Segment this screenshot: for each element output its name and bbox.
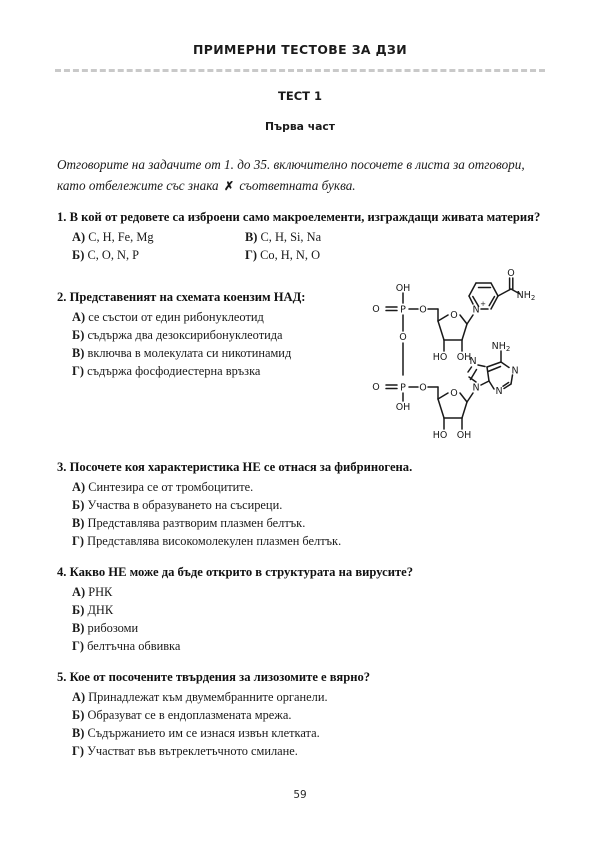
label-n: N bbox=[469, 356, 477, 367]
answer-text: Синтезира се от тромбоцитите. bbox=[88, 479, 254, 494]
answer-option[interactable] bbox=[72, 583, 557, 601]
instructions-line-2-after: съответната буква. bbox=[239, 178, 356, 193]
nad-structure-svg bbox=[368, 263, 558, 455]
answer-option[interactable] bbox=[72, 246, 245, 264]
answer-label: А) bbox=[72, 229, 86, 244]
nad-structure-figure bbox=[368, 263, 558, 455]
question-4-answers bbox=[57, 583, 557, 656]
answer-label: В) bbox=[72, 516, 85, 531]
question-3-answers bbox=[57, 478, 557, 551]
question-5-stem bbox=[57, 668, 557, 687]
question-3-stem bbox=[57, 458, 557, 477]
label-o: O bbox=[372, 382, 380, 393]
answer-option[interactable] bbox=[72, 308, 377, 326]
label-n: N bbox=[511, 365, 519, 377]
label-o: O bbox=[399, 332, 407, 343]
answer-option[interactable] bbox=[72, 724, 557, 742]
label-n: N bbox=[495, 386, 503, 397]
answer-text: Образуват се в ендоплазмената мрежа. bbox=[87, 707, 292, 722]
answer-option[interactable] bbox=[72, 601, 557, 619]
question-3-number: 3. bbox=[57, 460, 67, 474]
answer-text: Участва в образуването на съсиреци. bbox=[87, 497, 283, 512]
answer-option[interactable] bbox=[72, 326, 377, 344]
answer-option[interactable] bbox=[72, 706, 557, 724]
question-3-text: Посочете коя характеристика НЕ се отнася за фибриногена. bbox=[69, 460, 413, 474]
label-p: P bbox=[400, 382, 406, 394]
label-o: O bbox=[507, 268, 515, 279]
answer-label: А) bbox=[72, 309, 86, 324]
instructions-paragraph bbox=[57, 154, 549, 197]
answer-text: се състои от един рибонуклеотид bbox=[88, 309, 264, 324]
label-p: P bbox=[400, 304, 406, 316]
label-n: N bbox=[472, 304, 480, 316]
answer-label: Г) bbox=[245, 247, 258, 262]
answer-text: C, H, Fe, Mg bbox=[88, 229, 154, 244]
test-title: ТЕСТ 1 bbox=[278, 89, 322, 103]
answer-text: рибозоми bbox=[87, 621, 139, 636]
answer-text: Участват във вътреклетъчното смилане. bbox=[87, 744, 298, 759]
answer-label: В) bbox=[72, 621, 85, 636]
label-o: O bbox=[450, 388, 458, 399]
running-head: ПРИМЕРНИ ТЕСТОВЕ ЗА ДЗИ bbox=[192, 42, 408, 57]
instructions-line-1: Отговорите на задачите от 1. до 35. включително посочете в листа за bbox=[57, 157, 465, 172]
label-oh: OH bbox=[456, 430, 472, 441]
answer-label: Г) bbox=[72, 744, 85, 759]
question-5-number: 5. bbox=[57, 670, 67, 684]
answer-label: Б) bbox=[72, 327, 85, 342]
question-4-number: 4. bbox=[57, 565, 67, 579]
answer-label: А) bbox=[72, 689, 86, 704]
part-title: Първа част bbox=[264, 120, 336, 133]
label-o: O bbox=[450, 310, 458, 321]
question-3 bbox=[57, 458, 557, 551]
question-1-text: В кой от редовете са изброени само макроелементи, изграждащи живата материя? bbox=[69, 210, 541, 224]
answer-option[interactable] bbox=[72, 344, 377, 362]
label-ho: HO bbox=[432, 430, 448, 441]
question-1 bbox=[57, 208, 557, 264]
label-o: O bbox=[372, 304, 380, 315]
answer-option[interactable] bbox=[72, 688, 557, 706]
answer-text: C, H, Si, Na bbox=[260, 229, 322, 244]
answer-label: А) bbox=[72, 479, 86, 494]
label-ho: HO bbox=[432, 352, 448, 363]
label-positive-charge: + bbox=[480, 300, 486, 308]
answer-text: съдържа фосфодиестерна връзка bbox=[87, 364, 261, 379]
answer-text: Принадлежат към двумембранните органели. bbox=[88, 689, 328, 704]
answer-text: РНК bbox=[88, 584, 113, 599]
label-oh: OH bbox=[456, 352, 472, 363]
label-n: N bbox=[472, 382, 480, 394]
answer-option[interactable] bbox=[72, 362, 377, 380]
question-1-answers bbox=[57, 228, 557, 265]
answer-option[interactable] bbox=[245, 246, 557, 264]
label-o: O bbox=[419, 382, 427, 394]
answer-label: Г) bbox=[72, 364, 85, 379]
question-4-stem bbox=[57, 563, 557, 582]
question-2-answers bbox=[57, 308, 377, 381]
answer-label: Б) bbox=[72, 707, 85, 722]
answer-option[interactable] bbox=[72, 514, 557, 532]
dashed-divider bbox=[55, 69, 545, 72]
answer-option[interactable] bbox=[72, 228, 245, 246]
question-5 bbox=[57, 668, 557, 761]
question-2-stem bbox=[57, 288, 377, 307]
label-o: O bbox=[419, 304, 427, 316]
label-oh: OH bbox=[395, 283, 411, 294]
answer-text: ДНК bbox=[87, 602, 114, 617]
answer-label: В) bbox=[72, 346, 85, 361]
answer-text: Представлява високомолекулен плазмен белтък. bbox=[87, 534, 342, 549]
answer-option[interactable] bbox=[72, 619, 557, 637]
answer-label: В) bbox=[245, 229, 258, 244]
answer-option[interactable] bbox=[72, 532, 557, 550]
answer-option[interactable] bbox=[72, 742, 557, 760]
answer-option[interactable] bbox=[245, 228, 557, 246]
answer-text: съдържа два дезоксирибонуклеотида bbox=[87, 327, 283, 342]
question-4-text: Какво НЕ може да бъде открито в структурата на вирусите? bbox=[69, 565, 414, 579]
answer-label: А) bbox=[72, 584, 86, 599]
answer-text: Co, H, N, O bbox=[260, 247, 321, 262]
question-5-answers bbox=[57, 688, 557, 761]
answer-label: В) bbox=[72, 726, 85, 741]
answer-label: Б) bbox=[72, 247, 85, 262]
question-5-text: Кое от посочените твърдения за лизозомите е вярно? bbox=[69, 670, 371, 684]
question-4 bbox=[57, 563, 557, 656]
page-number: 59 bbox=[293, 789, 307, 801]
answer-option[interactable] bbox=[72, 637, 557, 655]
answer-text: C, O, N, P bbox=[87, 247, 140, 262]
label-oh: OH bbox=[395, 402, 411, 413]
cross-mark-icon: ✗ bbox=[223, 179, 235, 193]
question-2-number: 2. bbox=[57, 290, 67, 304]
label-nh2: $NH_2$ bbox=[516, 290, 536, 302]
question-1-number: 1. bbox=[57, 210, 67, 224]
answer-option[interactable] bbox=[72, 496, 557, 514]
answer-label: Г) bbox=[72, 639, 85, 654]
answer-label: Б) bbox=[72, 602, 85, 617]
answer-option[interactable] bbox=[72, 478, 557, 496]
label-nh2: $NH_2$ bbox=[491, 341, 511, 353]
answer-text: Съдържанието им се изнася извън клетката. bbox=[87, 726, 320, 741]
question-1-stem bbox=[57, 208, 557, 227]
answer-text: Представлява разтворим плазмен белтък. bbox=[87, 516, 306, 531]
instructions-line-2-before: отговори, като отбележите със знака bbox=[57, 157, 525, 193]
question-2 bbox=[57, 288, 380, 381]
answer-text: включва в молекулата си никотинамид bbox=[87, 346, 292, 361]
question-2-text: Представеният на схемата коензим НАД: bbox=[69, 290, 306, 304]
answer-text: белтъчна обвивка bbox=[87, 639, 181, 654]
answer-label: Г) bbox=[72, 534, 85, 549]
answer-label: Б) bbox=[72, 497, 85, 512]
